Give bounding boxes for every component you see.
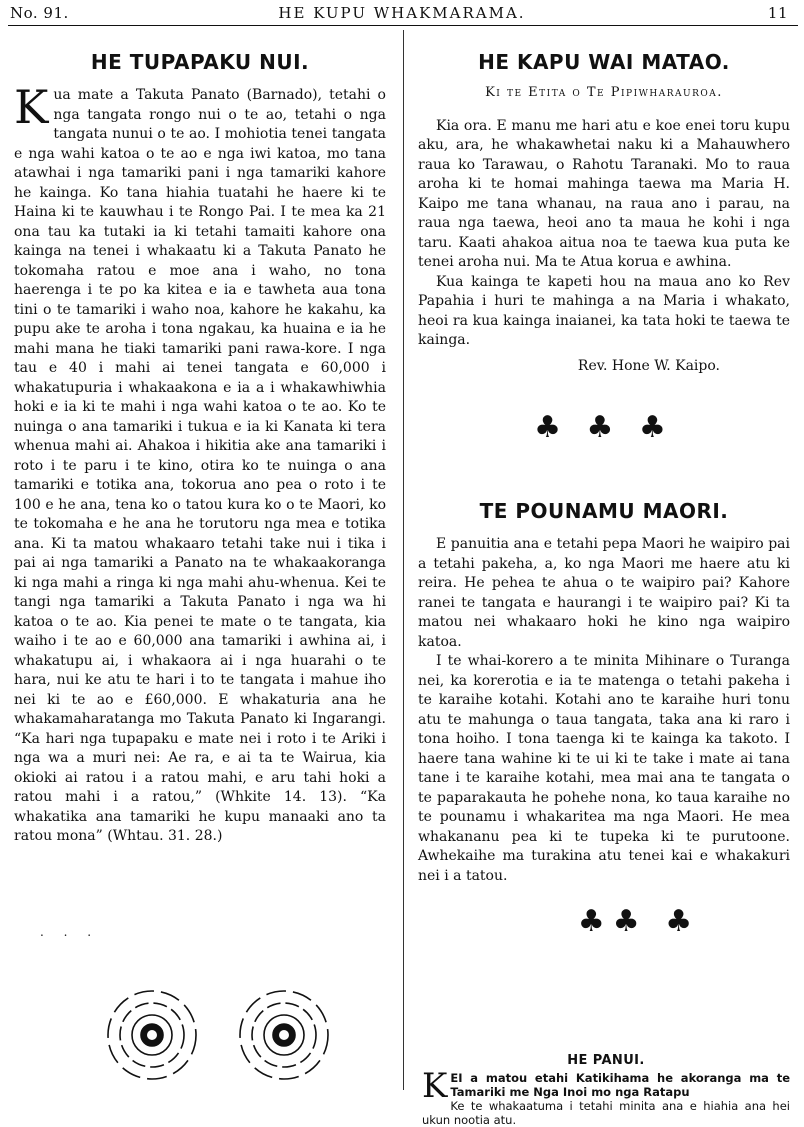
article-title: TE POUNAMU MAORI.: [479, 499, 729, 523]
article-text: ua mate a Takuta Panato (Barnado), tetahi o nga tangata rongo nui o te ao, tetahi o nga tangata nunui o te ao. I mohiotia tenei tangata e nga wahi katoa o te ao e nga iwi katoa, mo tana atawhai i nga tamariki pani i nga tamariki kahore he kainga. Ko tana hiahia tuatahi he haere ki te Haina ki te kauwhau i te Rongo Pai. I te mea ka 21 ona tau ka tutaki ia ki tetahi tamaiti kahore ona kainga na tenei i whakaatu ki a Takuta Panato he tokomaha ratou e moe ana i waho, no tona haerenga i te po ka kitea e ia e tawheta aua tona tini o te tamariki i waho noa, kahore he kakahu, ka pupu ake te aroha i tona ngakau, ka huaina e ia he mahi mana he tiaki tamariki pani rawa-kore. I nga tau e 40 i mahi ai tenei tangata e 60,000 i whakatupuria i whakaakona e ia a i whakawhiwhia hoki e ia ki te mahi i nga wahi katoa o te ao. Ko te nuinga o ana tamariki i tukua e ia ki Kanata ki tera whenua mahi ai. Ahakoa i hikitia ake ana tamariki i roto i te paru i te kino, otira ko te nuinga o ana tamariki e totika ana, tokorua ano pea o roto i te 100 e he ana, tena ko o tatou kura ko o te Maori, ko te tokomaha e he ana he torutoru nga mea e totika ana. Ki ta matou whakaaro tetahi take nui i tika i pai ai nga tamariki a Panato na te whakaakoranga ki nga mahi a ringa ki nga mahi ahu-whenua. Kei te tangi nga tamariki a Takuta Panato i nga wa hi katoa o te ao. Kia penei te mate o te tangata, kia waiho i te ao e 60,000 ana tamariki i awhina ai, i whakatupu ai, i whakaora ai i nga huarahi o te hara, nui ke atu te hari i to te tangata i mahue iho nei ki te ao e £60,000. E whakaturia ana he whakamaharatanga mo Takuta Panato ki Ingarangi. “Ka hari nga tupapaku e mate nei i roto i te Ariki i nga wa a muri nei: Ae ra, e ai ta te Wairua, kia okioki ai ratou i a ratou mahi, e aru tahi hoki a ratou mahi i a ratou,” (Whkite 14. 13). “Ka whakatika ana tamariki he kupu manaaki ano ta ratou mona” (Whtau. 31. 28.): [14, 87, 386, 844]
dots-ornament: . . .: [40, 925, 100, 939]
issue-number: No. 91.: [10, 4, 69, 22]
notice-title: HE PANUI.: [567, 1053, 645, 1068]
rose-ornament-icon: [240, 991, 328, 1079]
article-subhead: Ki te Etita o Te Pipiwharauroa.: [485, 85, 723, 100]
article-title: HE KAPU WAI MATAO.: [478, 50, 730, 74]
letter-paragraph: Kia ora. E manu me hari atu e koe enei toru kupu aku, ara, he whakawhetai naku ki a Mahauwhero raua ko Tarawau, o Rahotu Taranaki. Mo to raua aroha ki te homai mahinga taewa ma Maria H. Kaipo me tana whanau, na raua ano i parau, na raua nga taewa, heoi ano ta maua he kohi i nga taru. Kaati ahakoa aitua noa te taewa kua puta ke tenei aroha nui. Ma te Atua korua e awhina.: [418, 117, 790, 270]
clubs-ornament-icon: ♣♣ ♣: [577, 904, 701, 939]
running-head: [0, 4, 804, 26]
notice-bold-text: EI a matou etahi Katikihama he akoranga ma te Tamariki me Nga Inoi mo nga Ratapu: [450, 1071, 790, 1099]
publication-title: HE KUPU WHAKMARAMA.: [278, 4, 526, 22]
article-title: HE TUPAPAKU NUI.: [90, 50, 310, 74]
notice-body: [422, 1066, 790, 1127]
notice: [422, 1053, 790, 1127]
letter-signature: Rev. Hone W. Kaipo.: [577, 357, 720, 374]
rose-ornament-icon: [108, 991, 196, 1079]
drop-cap: K: [14, 80, 49, 134]
right-column: [418, 40, 790, 955]
article-paragraph: I te whai-korero a te minita Mihinare o Turanga nei, ka korerotia e ia te matenga o tetahi pakeha i te karaihe kotahi. Kotahi ano te karaihe huri tonu atu te mahunga o taua tangata, taka ana ki raro i tona hoiho. I tona taenga ki te kainga ka takoto. I haere tana wahine ki te ui ki te take i mate ai tana tane i te karaihe kotahi, mea mai ana te tangata o te paparakauta he pohehe nona, ko taua karaihe no te pounamu i whakaritea ma nga Maori. He mea whakananu pea ki te tupeka ki te purutoone. Awhekaihe ma turakina atu tenei kai e whakakuri nei i a tatou.: [418, 653, 790, 884]
clubs-ornament-icon: ♣ ♣ ♣: [534, 410, 674, 445]
column-rule: [403, 30, 404, 1090]
article-paragraph: E panuitia ana e tetahi pepa Maori he waipiro pai a tetahi pakeha, a, ko nga Maori me haere atu ki reira. He pehea te ahua o te waipiro pai? Kahore ranei te tangata e haurangi i te waipiro pai? Ki ta matou nei whakaaro hoki he kino nga waipiro katoa.: [418, 536, 790, 650]
drop-cap: K: [422, 1066, 448, 1106]
letter-paragraph: Kua kainga te kapeti hou na maua ano ko Rev Papahia i huri te mahinga a na Maria i whakato, heoi ra kua kainga inaianei, ka tata hoki te taewa te kainga.: [418, 273, 790, 348]
article-body: [14, 80, 386, 847]
left-column: [14, 40, 386, 847]
page-number: 11: [767, 4, 788, 22]
notice-text: Ke te whakaatuma i tetahi minita ana e hiahia ana hei ukun nootia atu.: [422, 1099, 790, 1127]
header-rule: [8, 25, 798, 26]
rose-ornaments: [102, 985, 342, 1085]
